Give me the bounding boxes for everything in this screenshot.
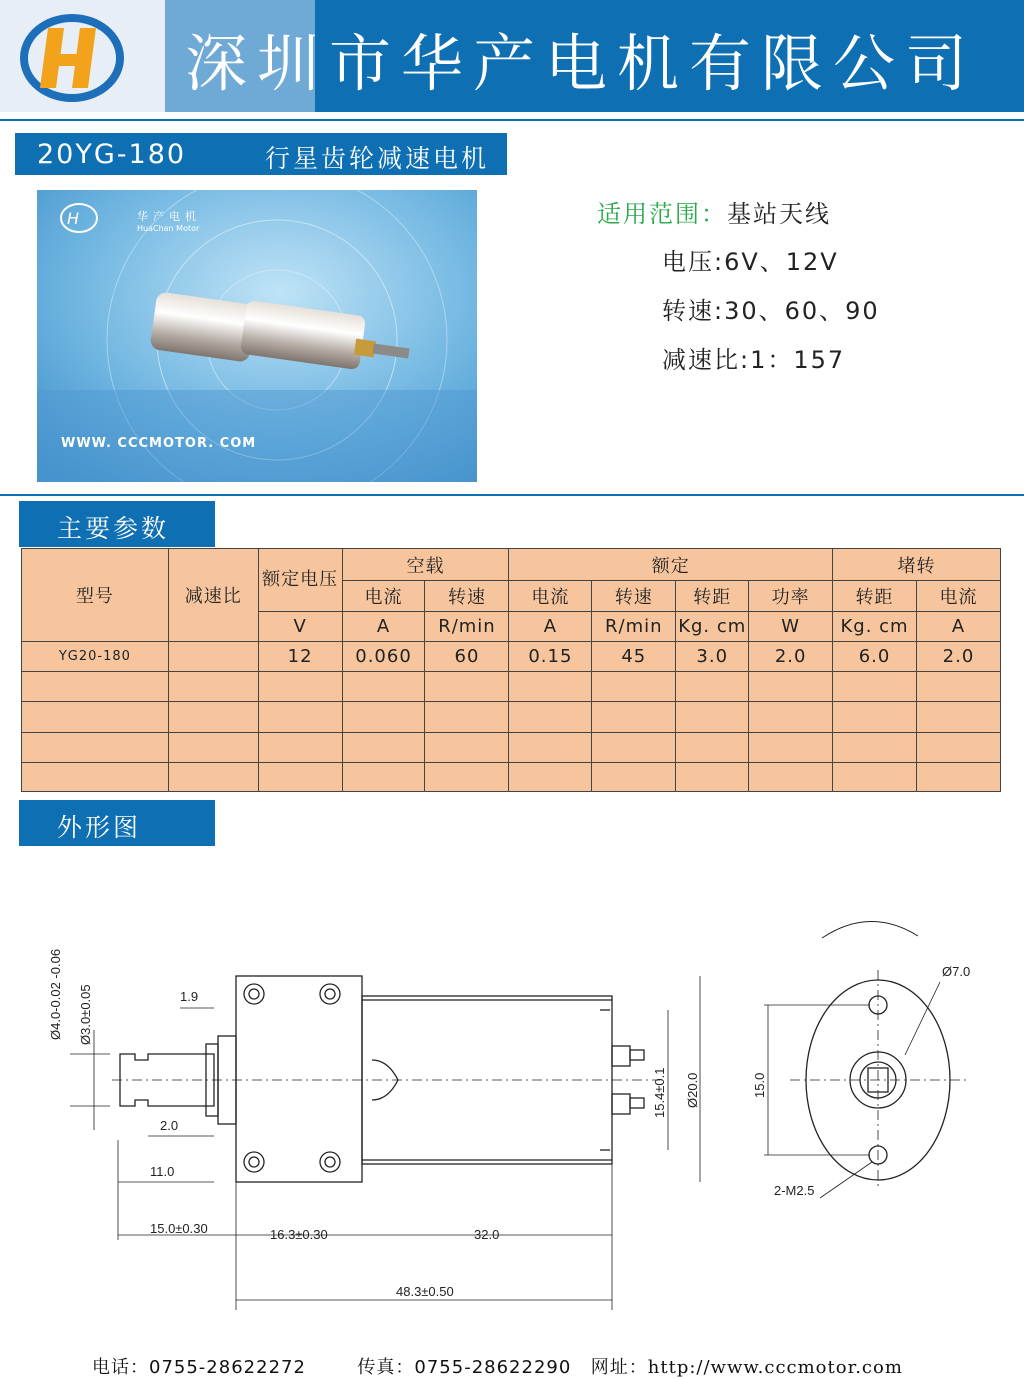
unit-cell: R/min — [592, 612, 676, 642]
unit-cell: Kg. cm — [676, 612, 749, 642]
dim-15: 15.0 — [752, 1072, 767, 1098]
cell-rated-current: 0.15 — [509, 642, 592, 672]
sub-stall-current: 电流 — [916, 581, 1000, 612]
group-stall: 堵转 — [833, 549, 1001, 581]
dim-flat: Ø3.0±0.05 — [78, 984, 93, 1045]
dim-48-3: 48.3±0.50 — [396, 1284, 454, 1299]
section-title: 外形图 — [57, 813, 142, 842]
divider — [0, 494, 1024, 496]
section-tab-outline — [19, 800, 215, 846]
photo-brand-en: HuaChan Motor — [137, 224, 200, 233]
product-photo — [37, 190, 477, 482]
dim-m2-5: 2-M2.5 — [774, 1183, 815, 1198]
cell-voltage: 12 — [258, 642, 342, 672]
table-header-row — [22, 549, 1001, 581]
model-code: 20YG-180 — [37, 139, 187, 170]
dim-11-0: 11.0 — [150, 1164, 175, 1179]
unit-cell: A — [509, 612, 592, 642]
footer-web-label: 网址： — [590, 1357, 648, 1378]
divider — [0, 119, 1024, 121]
section-tab-params — [19, 501, 215, 547]
unit-cell: W — [749, 612, 833, 642]
model-name: 行星齿轮减速电机 — [265, 144, 490, 173]
dim-15-4: 15.4±0.1 — [652, 1067, 667, 1118]
col-model: 型号 — [22, 549, 169, 642]
footer-fax: 传真：0755-28622290 — [357, 1357, 572, 1378]
dim-2-0: 2.0 — [160, 1118, 179, 1133]
unit-cell: A — [342, 612, 425, 642]
cell-rated-speed: 45 — [592, 642, 676, 672]
footer-tel: 电话：0755-28622272 — [92, 1357, 306, 1378]
unit-cell: R/min — [425, 612, 509, 642]
spec-scope — [597, 194, 831, 229]
cell-noload-speed: 60 — [425, 642, 509, 672]
sub-stall-torque: 转距 — [833, 581, 917, 612]
table-row-empty — [22, 702, 1001, 733]
dim-32-0: 32.0 — [474, 1227, 500, 1242]
spec-scope-label: 适用范围： — [597, 200, 727, 228]
spec-speed: 转速:30、60、90 — [662, 297, 880, 325]
group-rated: 额定 — [509, 549, 833, 581]
svg-text:H: H — [67, 209, 80, 228]
table-row-empty — [22, 763, 1001, 792]
sub-rated-torque: 转距 — [676, 581, 749, 612]
dim-15-0: 15.0±0.30 — [150, 1221, 208, 1236]
unit-cell: V — [258, 612, 342, 642]
model-title-bar — [15, 133, 507, 175]
footer-contact — [92, 1353, 903, 1379]
cell-stall-current: 2.0 — [916, 642, 1000, 672]
spec-ratio: 减速比:1：157 — [662, 346, 846, 374]
sub-noload-current: 电流 — [342, 581, 425, 612]
cell-stall-torque: 6.0 — [833, 642, 917, 672]
sub-rated-speed: 转速 — [592, 581, 676, 612]
table-row-empty — [22, 672, 1001, 702]
footer-web-link[interactable]: http://www.cccmotor.com — [647, 1357, 903, 1378]
spec-scope-value: 基站天线 — [727, 200, 831, 228]
dim-dia-20: Ø20.0 — [685, 1072, 700, 1108]
cell-rated-torque: 3.0 — [676, 642, 749, 672]
sub-rated-power: 功率 — [749, 581, 833, 612]
col-ratio: 减速比 — [168, 549, 258, 642]
table-row — [22, 642, 1001, 672]
dim-dia-7: Ø7.0 — [942, 964, 971, 979]
table-row-empty — [22, 733, 1001, 763]
header-banner — [0, 0, 1024, 112]
cell-noload-current: 0.060 — [342, 642, 425, 672]
hc-logo-icon — [18, 8, 126, 104]
params-table — [21, 548, 1001, 792]
sub-noload-speed: 转速 — [425, 581, 509, 612]
spec-voltage: 电压:6V、12V — [662, 248, 839, 276]
photo-brand-cn: 华产电机 — [137, 210, 201, 223]
cell-model: YG20-180 — [22, 642, 169, 672]
cell-rated-power: 2.0 — [749, 642, 833, 672]
dim-1-9: 1.9 — [180, 989, 199, 1004]
section-title: 主要参数 — [57, 514, 170, 543]
dim-16-3: 16.3±0.30 — [270, 1227, 328, 1242]
unit-cell: A — [916, 612, 1000, 642]
group-noload: 空载 — [342, 549, 509, 581]
col-voltage: 额定电压 — [258, 549, 342, 612]
sub-rated-current: 电流 — [509, 581, 592, 612]
unit-cell: Kg. cm — [833, 612, 917, 642]
company-name: 深圳市华产电机有限公司 — [185, 27, 978, 100]
cell-ratio — [168, 642, 258, 672]
outline-drawing — [0, 900, 1024, 1320]
dim-shaft-diameter: Ø4.0-0.02 -0.06 — [48, 948, 63, 1040]
photo-url: WWW. CCCMOTOR. COM — [61, 436, 257, 451]
